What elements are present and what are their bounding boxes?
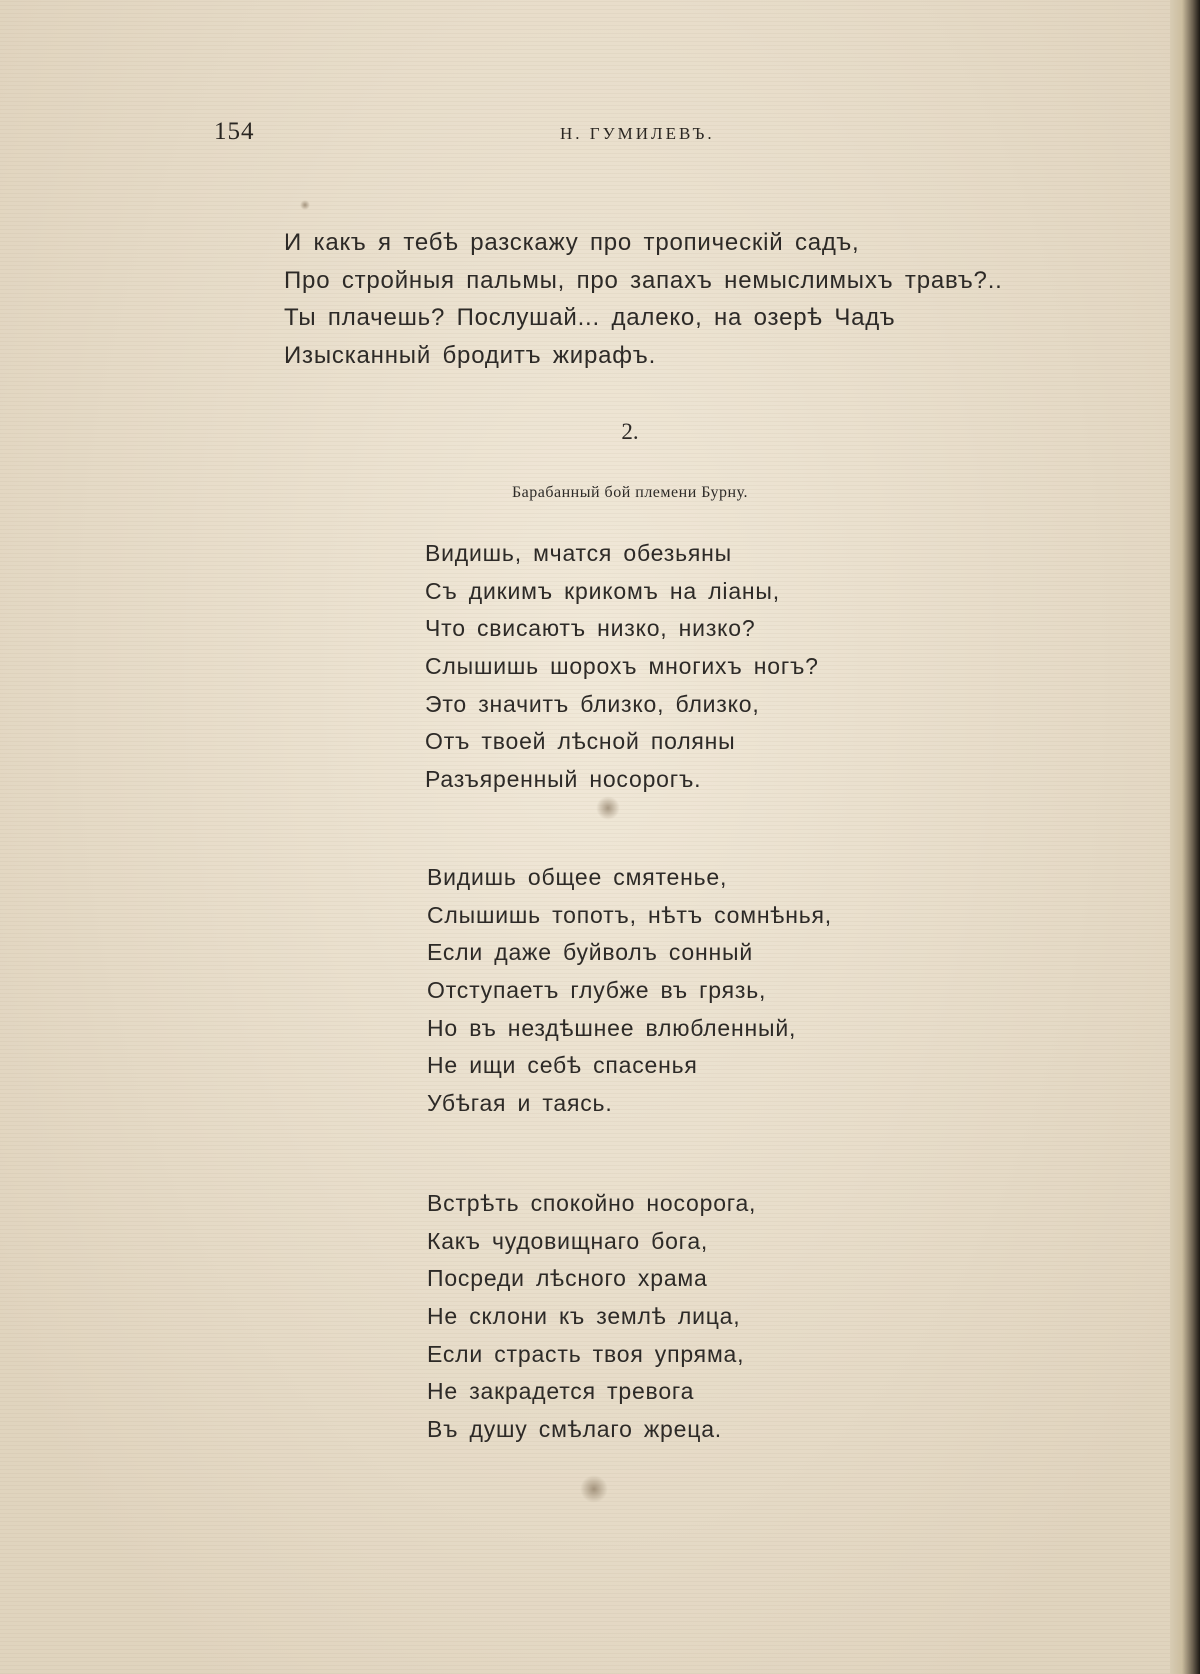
verse-line: Если даже буйволъ сонный — [427, 939, 753, 966]
verse-line: Отступаетъ глубже въ грязь, — [427, 977, 767, 1004]
verse-line: Не ищи себѣ спасенья — [427, 1052, 698, 1079]
stanza-2 — [427, 859, 832, 1123]
verse-line: Ты плачешь? Послушай... далеко, на озерѣ Чадъ — [284, 304, 896, 332]
verse-line: Съ дикимъ крикомъ на ліаны, — [425, 577, 780, 604]
page-header — [0, 118, 1180, 158]
verse-line: Если страсть твоя упряма, — [427, 1340, 745, 1367]
verse-line: Убѣгая и таясь. — [427, 1090, 613, 1117]
ink-spot — [300, 200, 310, 210]
verse-line: Не закрадется тревога — [427, 1378, 695, 1405]
verse-line: Какъ чудовищнаго бога, — [427, 1227, 709, 1254]
ink-spot — [596, 796, 620, 820]
poem-ending-stanza — [284, 224, 1003, 375]
verse-line: Про стройныя пальмы, про запахъ немыслимыхъ травъ?.. — [284, 266, 1003, 294]
verse-line: Это значитъ близко, близко, — [425, 690, 760, 717]
verse-line: И какъ я тебѣ разскажу про тропическій садъ, — [284, 229, 860, 256]
verse-line: Слышишь топотъ, нѣтъ сомнѣнья, — [427, 901, 832, 928]
verse-line: Что свисаютъ низко, низко? — [425, 615, 756, 642]
verse-line: Посреди лѣсного храма — [427, 1265, 708, 1292]
verse-line: Отъ твоей лѣсной поляны — [425, 728, 736, 755]
stanza-3 — [427, 1185, 756, 1449]
verse-line: Разъяренный носорогъ. — [425, 766, 702, 793]
verse-line: Но въ нездѣшнее влюбленный, — [427, 1014, 797, 1041]
verse-line: Не склони къ землѣ лица, — [427, 1303, 741, 1330]
binding-edge — [1170, 0, 1200, 1674]
poem-subtitle: Барабанный бой племени Бурну. — [511, 484, 749, 501]
verse-line: Въ душу смѣлаго жреца. — [427, 1416, 722, 1443]
verse-line: Встрѣть спокойно носорога, — [427, 1190, 757, 1216]
page-number: 154 — [214, 118, 255, 145]
section-number: 2. — [621, 419, 639, 444]
verse-line: Изысканный бродитъ жирафъ. — [284, 342, 657, 370]
verse-line: Видишь общее смятенье, — [427, 864, 728, 890]
verse-line: Видишь, мчатся обезьяны — [425, 540, 732, 566]
stanza-1 — [425, 535, 819, 799]
running-head: Н. ГУМИЛЕВЪ. — [560, 124, 715, 143]
ink-spot — [580, 1475, 608, 1503]
verse-line: Слышишь шорохъ многихъ ногъ? — [425, 653, 819, 680]
